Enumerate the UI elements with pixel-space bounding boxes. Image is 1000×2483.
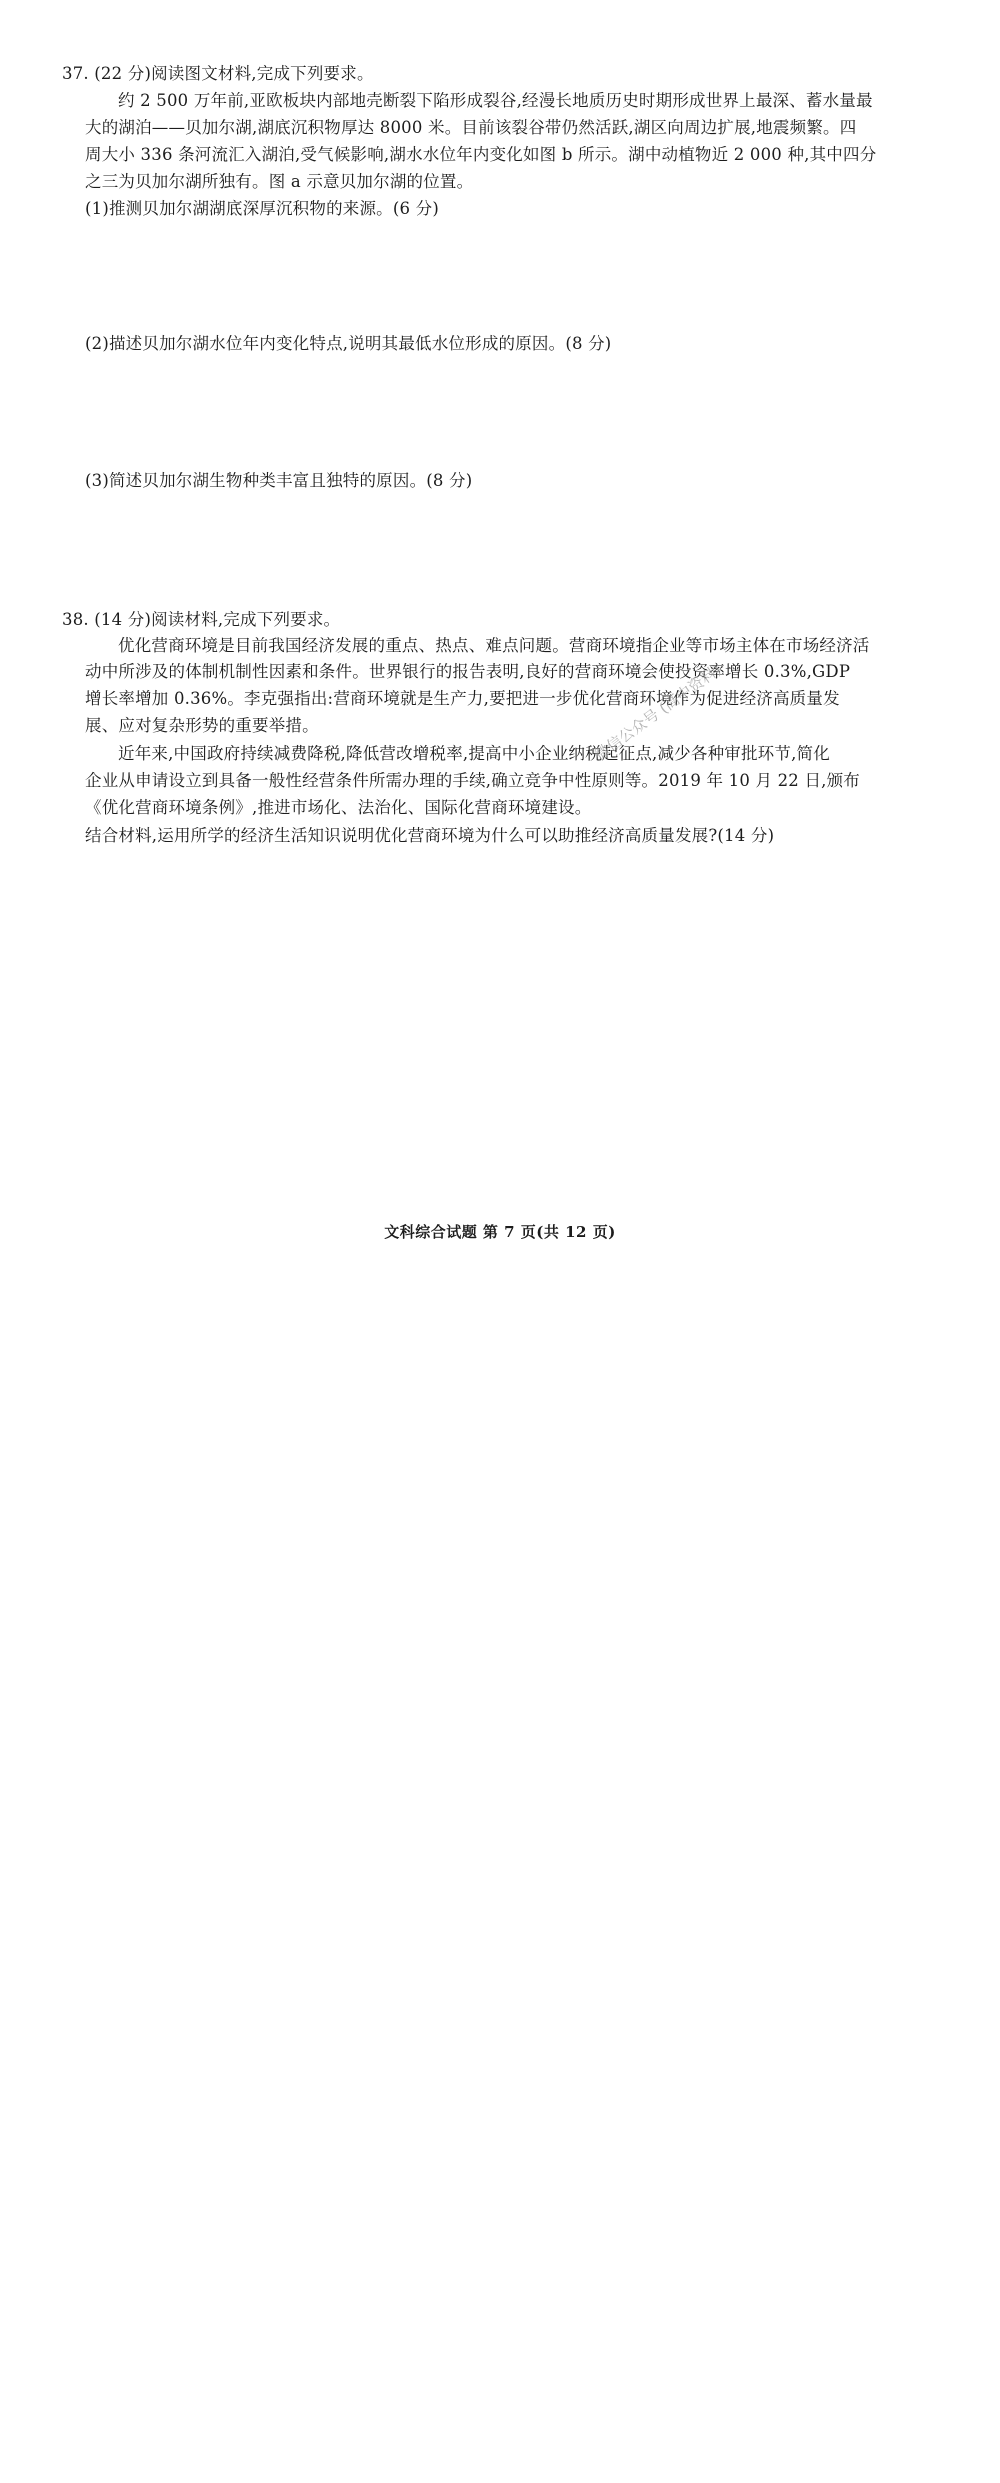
watermark-diagonal: 微信公众号 (高中资料) bbox=[591, 660, 725, 765]
q37-material-line: 约 2 500 万年前,亚欧板块内部地壳断裂下陷形成裂谷,经漫长地质历史时期形成世界上最深、蓄水量最 bbox=[118, 91, 873, 110]
q37-sub2: (2)描述贝加尔湖水位年内变化特点,说明其最低水位形成的原因。(8 分) bbox=[85, 334, 612, 353]
q37-sub3: (3)简述贝加尔湖生物种类丰富且独特的原因。(8 分) bbox=[85, 471, 473, 490]
q37-material-line: 大的湖泊——贝加尔湖,湖底沉积物厚达 8000 米。目前该裂谷带仍然活跃,湖区向周边扩展,地震频繁。四 bbox=[85, 118, 857, 137]
q37-sub1: (1)推测贝加尔湖湖底深厚沉积物的来源。(6 分) bbox=[85, 199, 439, 218]
watermark-logo bbox=[812, 1196, 1000, 1289]
q38-material-line: 《优化营商环境条例》,推进市场化、法治化、国际化营商环境建设。 bbox=[85, 798, 592, 817]
page-footer: 文科综合试题 第 7 页(共 12 页) bbox=[384, 1223, 616, 1241]
q37-material-line: 之三为贝加尔湖所独有。图 a 示意贝加尔湖的位置。 bbox=[85, 172, 474, 191]
q38-material-line: 优化营商环境是目前我国经济发展的重点、热点、难点问题。营商环境指企业等市场主体在市场经济活 bbox=[118, 636, 870, 655]
q38-header: 38. (14 分)阅读材料,完成下列要求。 bbox=[62, 610, 341, 629]
q37-header: 37. (22 分)阅读图文材料,完成下列要求。 bbox=[62, 64, 374, 83]
q38-question: 结合材料,运用所学的经济生活知识说明优化营商环境为什么可以助推经济高质量发展?(14 分) bbox=[85, 826, 775, 845]
q38-material-line: 近年来,中国政府持续减费降税,降低营改增税率,提高中小企业纳税起征点,减少各种审批环节,简化 bbox=[118, 744, 830, 763]
q38-material-line: 动中所涉及的体制机制性因素和条件。世界银行的报告表明,良好的营商环境会使投资率增长 0.3%,GDP bbox=[85, 662, 851, 681]
q37-material-line: 周大小 336 条河流汇入湖泊,受气候影响,湖水水位年内变化如图 b 所示。湖中动植物近 2 000 种,其中四分 bbox=[85, 145, 877, 164]
q38-material-line: 企业从申请设立到具备一般性经营条件所需办理的手续,确立竞争中性原则等。2019 年 10 月 22 日,颁布 bbox=[85, 771, 860, 790]
q38-material-line: 展、应对复杂形势的重要举措。 bbox=[85, 716, 319, 735]
q38-material-line: 增长率增加 0.36%。李克强指出:营商环境就是生产力,要把进一步优化营商环境作为促进经济高质量发 bbox=[85, 689, 840, 708]
